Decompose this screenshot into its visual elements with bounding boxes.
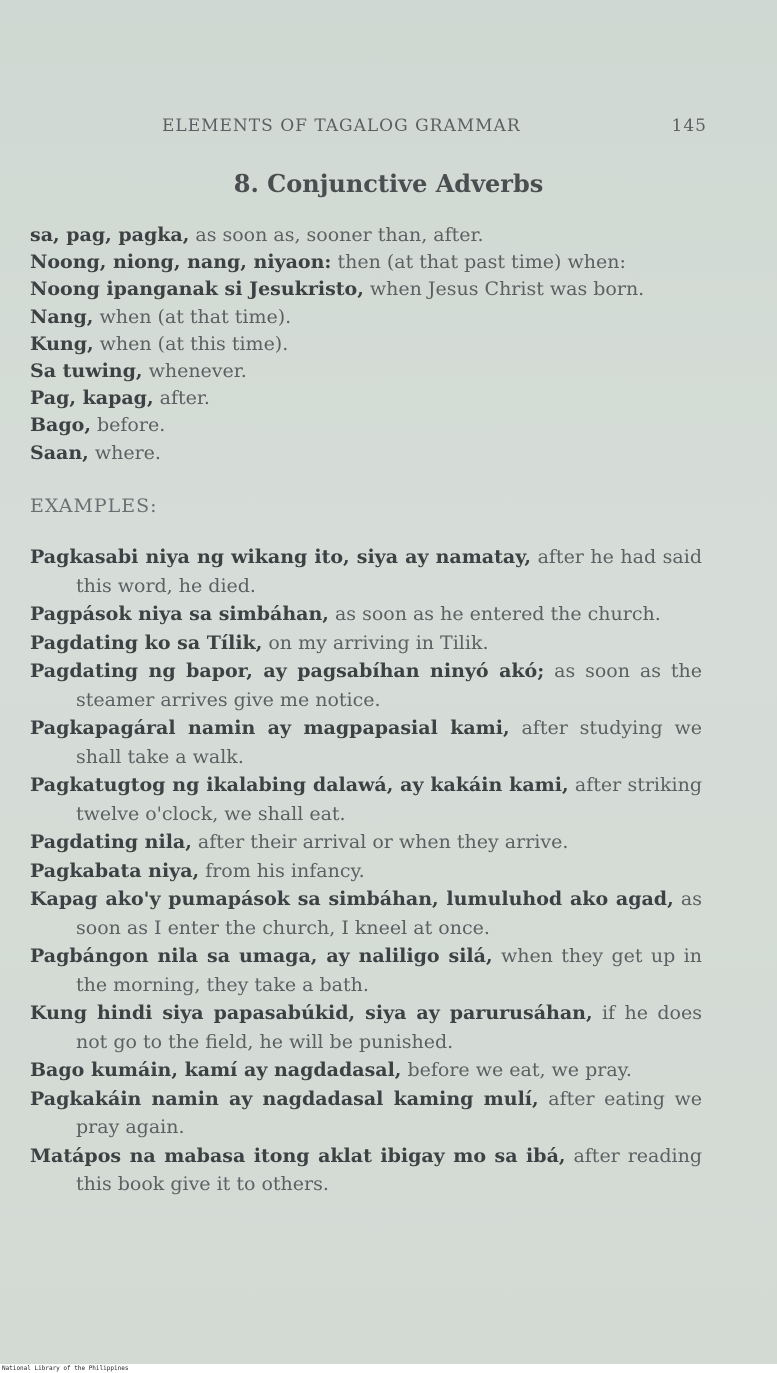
example-tagalog: Matápos na mabasa itong aklat ibigay mo sa ibá, xyxy=(30,1144,566,1167)
definition-gloss: when (at that time). xyxy=(93,305,292,328)
definition-term: Pag, kapag, xyxy=(30,387,154,410)
definition-term: Noong, niong, nang, niyaon: xyxy=(30,251,332,274)
example-entry xyxy=(30,543,702,600)
example-entry xyxy=(30,885,702,942)
example-english: after studying we shall take a walk. xyxy=(76,717,702,768)
example-english: when they get up in the morning, they take a bath. xyxy=(76,945,702,996)
definition-row xyxy=(30,331,720,358)
running-header-title: ELEMENTS OF TAGALOG GRAMMAR xyxy=(162,116,521,136)
definition-term: Noong ipanganak si Jesukristo, xyxy=(30,278,364,301)
examples-list xyxy=(30,543,702,1199)
definition-row xyxy=(30,222,720,249)
example-entry xyxy=(30,714,702,771)
example-entry xyxy=(30,1142,702,1199)
example-english: after striking twelve o'clock, we shall eat. xyxy=(76,774,703,825)
definition-row xyxy=(30,412,720,439)
definition-gloss: when Jesus Christ was born. xyxy=(363,278,645,301)
definition-row xyxy=(30,358,720,385)
example-entry xyxy=(30,857,702,886)
example-english: after reading this book give it to others. xyxy=(76,1144,703,1195)
example-english: before we eat, we pray. xyxy=(401,1059,632,1081)
definition-term: Kung, xyxy=(30,332,94,355)
example-tagalog: Pagkatugtog ng ikalabing dalawá, ay kakáin kami, xyxy=(30,774,569,796)
example-tagalog: Pagbángon nila sa umaga, ay naliligo silá, xyxy=(30,945,493,967)
example-tagalog: Pagdating ko sa Tílik, xyxy=(30,631,263,654)
example-english: on my arriving in Tilik. xyxy=(262,631,489,654)
example-tagalog: Pagpások niya sa simbáhan, xyxy=(30,603,329,625)
definition-row xyxy=(30,249,720,276)
definition-row xyxy=(30,276,720,303)
example-entry xyxy=(30,1056,702,1085)
definition-term: Saan, xyxy=(30,441,89,464)
example-tagalog: Kung hindi siya papasabúkid, siya ay parurusáhan, xyxy=(30,1002,593,1024)
example-entry xyxy=(30,828,702,857)
example-entry xyxy=(30,999,702,1056)
example-english: if he does not go to the field, he will be punished. xyxy=(76,1002,702,1053)
definition-term: Bago, xyxy=(30,414,91,437)
definition-row xyxy=(30,304,720,331)
example-english: as soon as I enter the church, I kneel at once. xyxy=(76,888,703,939)
definition-gloss: before. xyxy=(90,414,166,437)
example-entry xyxy=(30,1085,702,1142)
definition-gloss: as soon as, sooner than, after. xyxy=(189,224,484,246)
definition-term: sa, pag, pagka, xyxy=(30,224,190,246)
definition-row xyxy=(30,385,720,412)
example-entry xyxy=(30,942,702,999)
footer-credit: National Library of the Philippines xyxy=(2,1365,129,1372)
example-tagalog: Pagkapagáral namin ay magpapasial kami, xyxy=(30,717,510,739)
example-tagalog: Kapag ako'y pumapások sa simbáhan, lumuluhod ako agad, xyxy=(30,888,674,910)
example-english: after their arrival or when they arrive. xyxy=(191,831,569,853)
example-tagalog: Pagdating ng bapor, ay pagsabíhan ninyó akó; xyxy=(30,660,545,682)
example-entry xyxy=(30,600,702,629)
definition-row xyxy=(30,440,720,467)
example-tagalog: Pagkasabi niya ng wikang ito, siya ay namatay, xyxy=(30,546,532,568)
definition-gloss: when (at this time). xyxy=(93,332,289,355)
definition-gloss: whenever. xyxy=(142,360,247,383)
definition-gloss: then (at that past time) when: xyxy=(331,251,626,274)
definition-term: Sa tuwing, xyxy=(30,360,143,383)
example-tagalog: Pagkakáin namin ay nagdadasal kaming mulí, xyxy=(30,1087,539,1110)
scan-footer xyxy=(0,1364,777,1373)
example-english: after he had said this word, he died. xyxy=(76,546,702,597)
example-entry xyxy=(30,657,702,714)
example-english: as soon as the steamer arrives give me notice. xyxy=(76,660,702,711)
example-tagalog: Pagkabata niya, xyxy=(30,859,200,882)
example-english: from his infancy. xyxy=(199,859,365,882)
example-entry xyxy=(30,771,702,828)
examples-heading: EXAMPLES: xyxy=(30,495,158,517)
definitions-list xyxy=(30,222,720,467)
section-title: 8. Conjunctive Adverbs xyxy=(233,169,544,198)
example-english: after eating we pray again. xyxy=(76,1087,702,1138)
example-english: as soon as he entered the church. xyxy=(328,603,661,625)
page-number: 145 xyxy=(671,116,707,136)
example-tagalog: Pagdating nila, xyxy=(30,831,192,853)
definition-gloss: where. xyxy=(88,441,161,464)
example-tagalog: Bago kumáin, kamí ay nagdadasal, xyxy=(30,1059,402,1081)
example-entry xyxy=(30,629,702,658)
definition-term: Nang, xyxy=(30,305,94,328)
definition-gloss: after. xyxy=(153,387,210,410)
